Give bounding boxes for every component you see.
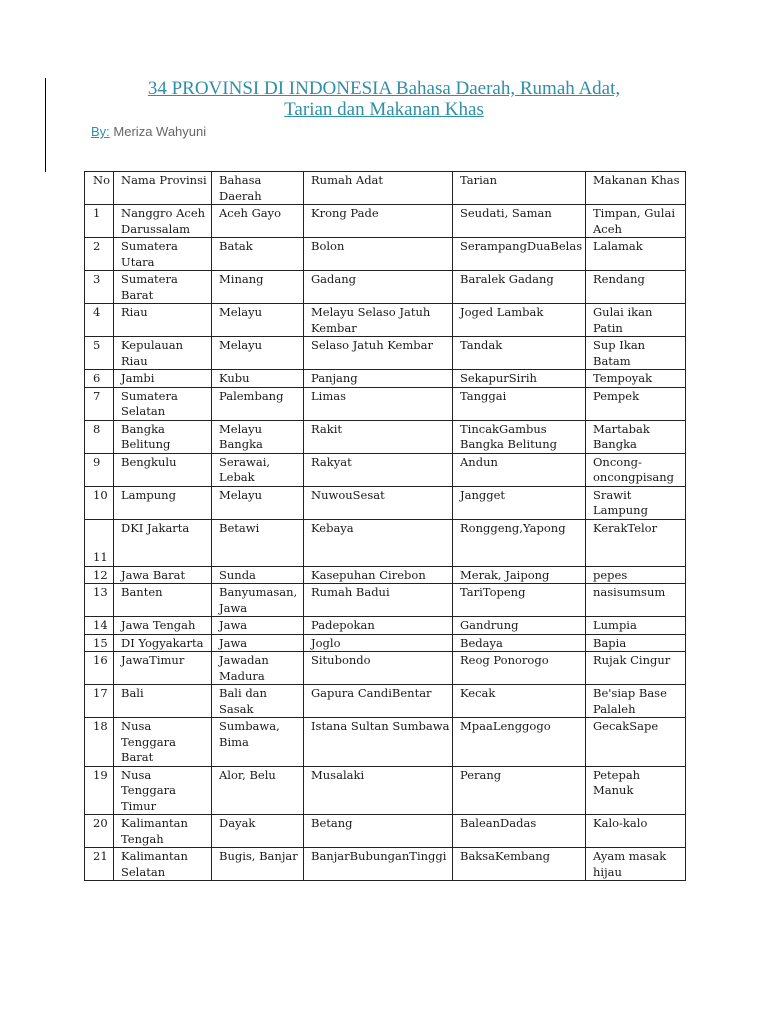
byline [91,124,206,139]
row-bahasa: Sunda [212,566,304,584]
row-makanan: Lumpia [586,617,686,635]
row-tarian: Bedaya [453,634,586,652]
row-no: 16 [85,652,114,685]
row-tarian: SerampangDuaBelas [453,238,586,271]
row-bahasa: Melayu Bangka [212,420,304,453]
row-rumah-adat: Musalaki [304,766,453,815]
row-no: 18 [85,718,114,767]
row-rumah-adat: Selaso Jatuh Kembar [304,337,453,370]
header-makanan: Makanan Khas [586,172,686,205]
row-provinsi: Nanggro Aceh Darussalam [114,205,212,238]
province-table [84,171,686,881]
row-makanan: Oncong-oncongpisang [586,453,686,486]
row-tarian: Perang [453,766,586,815]
table-row [85,238,686,271]
row-tarian: BaleanDadas [453,815,586,848]
row-bahasa: Jawa [212,634,304,652]
row-makanan: nasisumsum [586,584,686,617]
row-makanan: Kalo-kalo [586,815,686,848]
by-label: By: [91,124,110,139]
table-row [85,370,686,388]
row-provinsi: Kepulauan Riau [114,337,212,370]
row-provinsi: DI Yogyakarta [114,634,212,652]
row-provinsi: Riau [114,304,212,337]
row-tarian: Kecak [453,685,586,718]
row-makanan: Tempoyak [586,370,686,388]
row-tarian: SekapurSirih [453,370,586,388]
row-bahasa: Serawai, Lebak [212,453,304,486]
row-no: 17 [85,685,114,718]
row-tarian: TincakGambus Bangka Belitung [453,420,586,453]
row-no: 15 [85,634,114,652]
header-provinsi: Nama Provinsi [114,172,212,205]
row-tarian: TariTopeng [453,584,586,617]
row-makanan: Bapia [586,634,686,652]
table-row [85,453,686,486]
row-makanan: KerakTelor [586,519,686,566]
row-makanan: Rendang [586,271,686,304]
row-no: 5 [85,337,114,370]
row-makanan: Ayam masak hijau [586,848,686,881]
row-no: 20 [85,815,114,848]
table-row [85,304,686,337]
row-tarian: MpaaLenggogo [453,718,586,767]
row-no: 21 [85,848,114,881]
table-row [85,584,686,617]
row-no: 7 [85,387,114,420]
row-rumah-adat: Istana Sultan Sumbawa [304,718,453,767]
page-margin-marker [45,78,46,172]
author-name: Meriza Wahyuni [113,124,207,139]
table-body [85,205,686,881]
page-title [100,78,668,120]
table-row [85,337,686,370]
row-makanan: Be'siap Base Palaleh [586,685,686,718]
row-rumah-adat: Joglo [304,634,453,652]
table-row [85,652,686,685]
row-no: 6 [85,370,114,388]
row-tarian: BaksaKembang [453,848,586,881]
row-tarian: Gandrung [453,617,586,635]
row-bahasa: Kubu [212,370,304,388]
row-provinsi: Kalimantan Tengah [114,815,212,848]
row-rumah-adat: Melayu Selaso Jatuh Kembar [304,304,453,337]
row-tarian: Tanggai [453,387,586,420]
table-row [85,205,686,238]
row-no: 9 [85,453,114,486]
row-rumah-adat: Rumah Badui [304,584,453,617]
row-bahasa: Aceh Gayo [212,205,304,238]
row-tarian: Joged Lambak [453,304,586,337]
header-bahasa: Bahasa Daerah [212,172,304,205]
row-provinsi: Jambi [114,370,212,388]
row-tarian: Baralek Gadang [453,271,586,304]
row-rumah-adat: Rakit [304,420,453,453]
row-rumah-adat: Kebaya [304,519,453,566]
row-bahasa: Jawadan Madura [212,652,304,685]
row-provinsi: Kalimantan Selatan [114,848,212,881]
row-makanan: pepes [586,566,686,584]
row-rumah-adat: Limas [304,387,453,420]
row-no: 1 [85,205,114,238]
header-rumah-adat: Rumah Adat [304,172,453,205]
row-no: 12 [85,566,114,584]
row-provinsi: Nusa Tenggara Barat [114,718,212,767]
row-provinsi: Sumatera Selatan [114,387,212,420]
row-rumah-adat: Gadang [304,271,453,304]
table-row [85,848,686,881]
row-no: 13 [85,584,114,617]
row-makanan: GecakSape [586,718,686,767]
title-line-2: Tarian dan Makanan Khas [284,99,484,120]
row-rumah-adat: Gapura CandiBentar [304,685,453,718]
row-provinsi: Banten [114,584,212,617]
row-bahasa: Alor, Belu [212,766,304,815]
row-no: 10 [85,486,114,519]
row-makanan: Martabak Bangka [586,420,686,453]
table-row [85,766,686,815]
table-row [85,271,686,304]
row-no: 2 [85,238,114,271]
row-tarian: Ronggeng,Yapong [453,519,586,566]
row-provinsi: Jawa Barat [114,566,212,584]
row-bahasa: Minang [212,271,304,304]
row-provinsi: Bali [114,685,212,718]
header-tarian: Tarian [453,172,586,205]
row-rumah-adat: Padepokan [304,617,453,635]
table-row [85,617,686,635]
table-row [85,387,686,420]
row-provinsi: DKI Jakarta [114,519,212,566]
row-rumah-adat: Betang [304,815,453,848]
row-bahasa: Betawi [212,519,304,566]
row-no: 3 [85,271,114,304]
table-header-row [85,172,686,205]
row-bahasa: Palembang [212,387,304,420]
row-bahasa: Bugis, Banjar [212,848,304,881]
table-row [85,634,686,652]
table-row [85,815,686,848]
row-bahasa: Bali dan Sasak [212,685,304,718]
row-rumah-adat: Panjang [304,370,453,388]
row-bahasa: Melayu [212,486,304,519]
row-no: 8 [85,420,114,453]
row-no: 11 [85,519,114,566]
row-rumah-adat: NuwouSesat [304,486,453,519]
row-provinsi: Sumatera Barat [114,271,212,304]
row-rumah-adat: Krong Pade [304,205,453,238]
row-rumah-adat: Kasepuhan Cirebon [304,566,453,584]
row-provinsi: Bengkulu [114,453,212,486]
row-no: 19 [85,766,114,815]
row-provinsi: JawaTimur [114,652,212,685]
row-tarian: Merak, Jaipong [453,566,586,584]
row-bahasa: Melayu [212,304,304,337]
table-row [85,685,686,718]
table-row [85,566,686,584]
row-tarian: Jangget [453,486,586,519]
row-rumah-adat: Rakyat [304,453,453,486]
table-row [85,486,686,519]
row-bahasa: Batak [212,238,304,271]
row-makanan: Gulai ikan Patin [586,304,686,337]
row-provinsi: Nusa Tenggara Timur [114,766,212,815]
row-makanan: Lalamak [586,238,686,271]
row-bahasa: Banyumasan, Jawa [212,584,304,617]
row-rumah-adat: Bolon [304,238,453,271]
header-no: No [85,172,114,205]
row-makanan: Rujak Cingur [586,652,686,685]
row-bahasa: Dayak [212,815,304,848]
row-tarian: Reog Ponorogo [453,652,586,685]
row-provinsi: Bangka Belitung [114,420,212,453]
title-line-1: 34 PROVINSI DI INDONESIA Bahasa Daerah, Rumah Adat, [147,78,621,99]
row-makanan: Petepah Manuk [586,766,686,815]
row-no: 14 [85,617,114,635]
row-bahasa: Melayu [212,337,304,370]
row-makanan: Sup Ikan Batam [586,337,686,370]
row-makanan: Pempek [586,387,686,420]
row-provinsi: Lampung [114,486,212,519]
row-tarian: Andun [453,453,586,486]
row-tarian: Tandak [453,337,586,370]
row-bahasa: Jawa [212,617,304,635]
row-no: 4 [85,304,114,337]
row-rumah-adat: Situbondo [304,652,453,685]
row-makanan: Srawit Lampung [586,486,686,519]
row-tarian: Seudati, Saman [453,205,586,238]
row-bahasa: Sumbawa, Bima [212,718,304,767]
row-provinsi: Jawa Tengah [114,617,212,635]
row-rumah-adat: BanjarBubunganTinggi [304,848,453,881]
row-provinsi: Sumatera Utara [114,238,212,271]
table-row [85,420,686,453]
table-row [85,519,686,566]
row-makanan: Timpan, Gulai Aceh [586,205,686,238]
table-row [85,718,686,767]
